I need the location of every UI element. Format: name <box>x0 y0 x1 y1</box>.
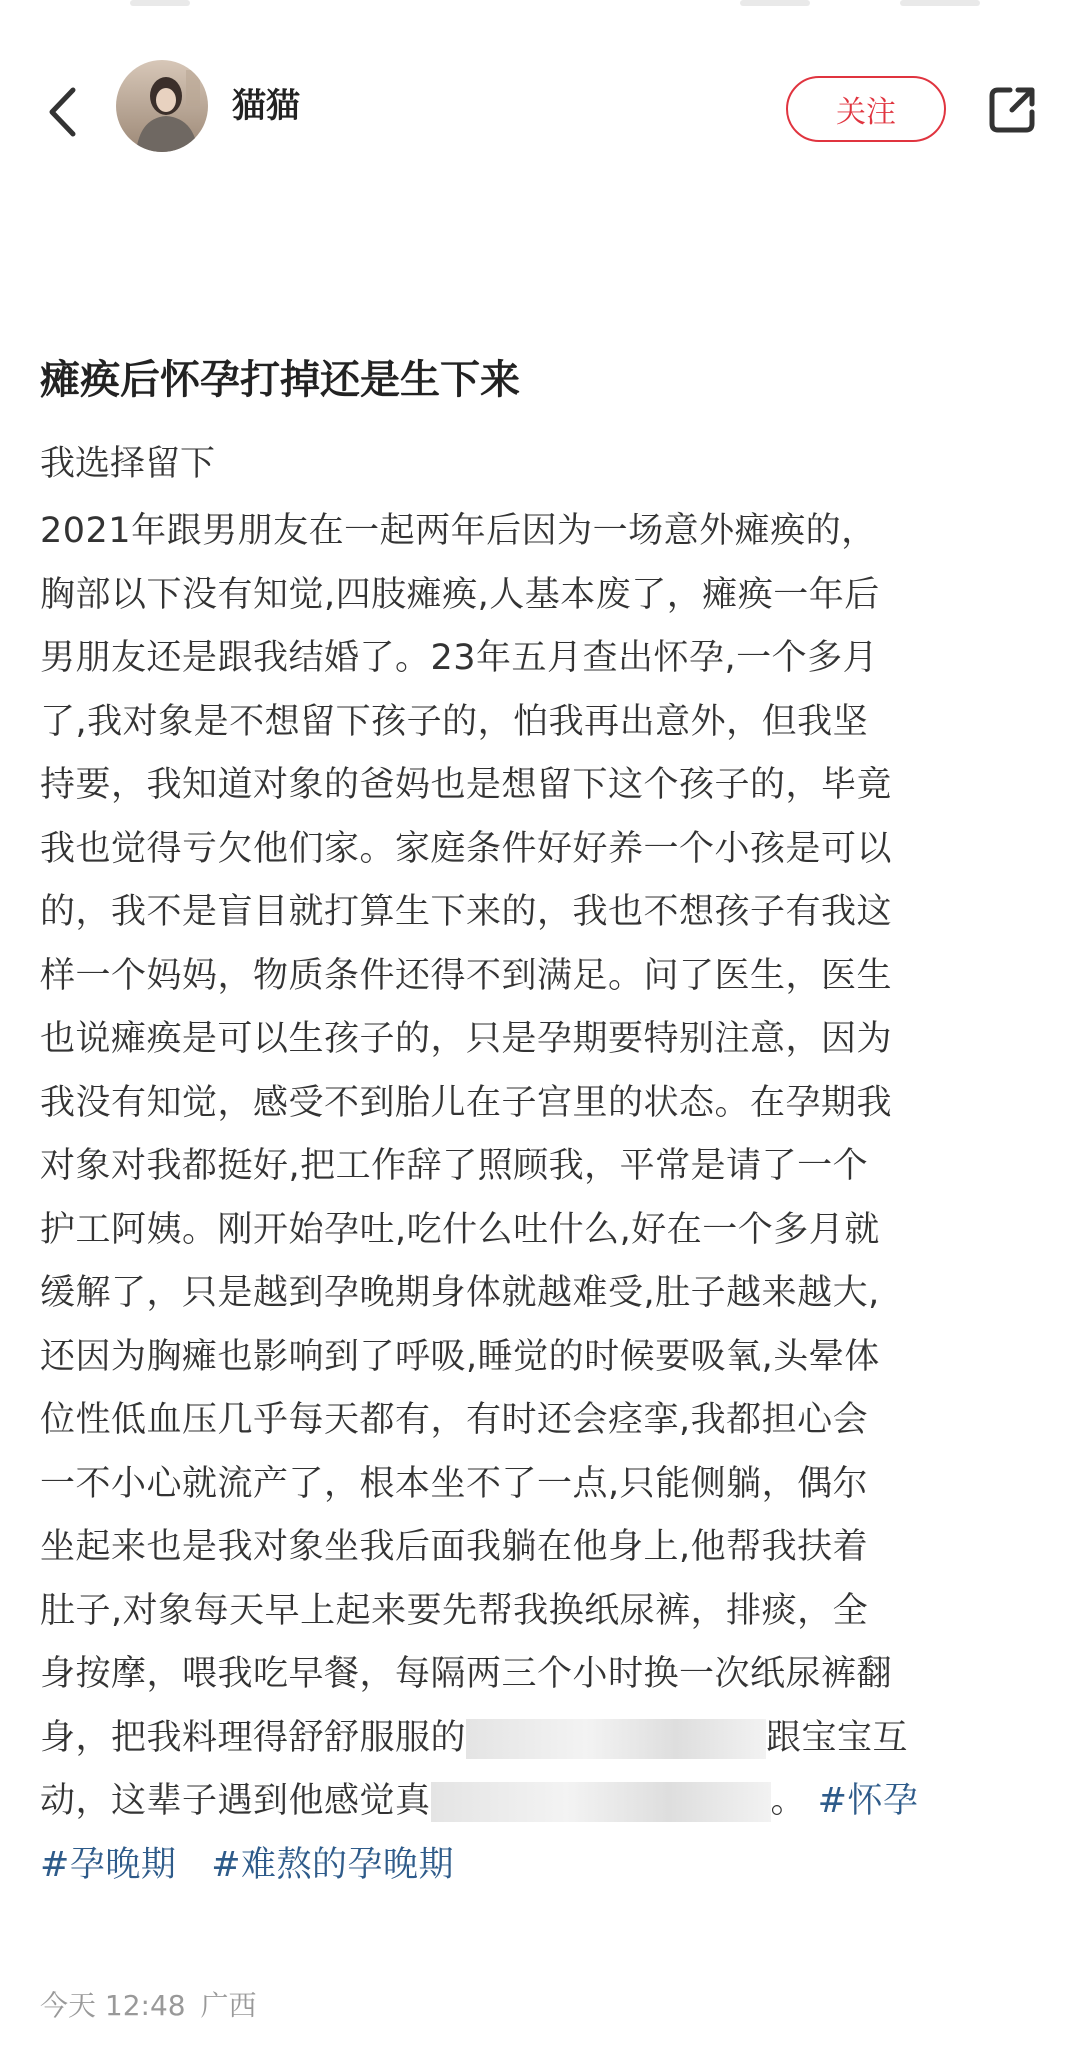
body-line-partial <box>40 1770 1040 1834</box>
body-line: 男朋友还是跟我结婚了。23年五月查出怀孕,一个多月 <box>40 638 879 678</box>
avatar[interactable] <box>116 60 208 152</box>
hashtag-link[interactable]: #孕晚期 <box>40 1844 177 1885</box>
body-line: 的，我不是盲目就打算生下来的，我也不想孩子有我这 <box>40 892 893 932</box>
body-line: 样一个妈妈，物质条件还得不到满足。问了医生，医生 <box>40 955 893 996</box>
post-subtitle: 我选择留下 <box>40 444 216 484</box>
share-icon <box>984 82 1040 138</box>
author-name[interactable]: 猫猫 <box>232 86 300 126</box>
redacted-region <box>431 1782 771 1822</box>
post-body <box>40 500 1040 1897</box>
body-line: 护工阿姨。刚开始孕吐,吃什么吐什么,好在一个多月就 <box>40 1209 880 1250</box>
body-line-end: 。 <box>770 1781 807 1821</box>
body-line: 缓解了，只是越到孕晚期身体就越难受,肚子越来越大, <box>40 1273 880 1313</box>
chevron-left-icon <box>47 86 77 138</box>
body-line: 持要，我知道对象的爸妈也是想留下这个孩子的，毕竟 <box>40 765 893 805</box>
body-line: 位性低血压几乎每天都有，有时还会痉挛,我都担心会 <box>40 1400 869 1440</box>
body-line: 对象对我都挺好,把工作辞了照顾我，平常是请了一个 <box>40 1146 869 1186</box>
follow-button[interactable]: 关注 <box>786 76 946 142</box>
body-line: 身按摩，喂我吃早餐，每隔两三个小时换一次纸尿裤翻 <box>40 1654 893 1694</box>
body-line-end: 跟宝宝互 <box>766 1717 909 1758</box>
post-time: 今天 12:48 <box>40 1989 186 2022</box>
redacted-region <box>466 1719 766 1759</box>
hashtag-link[interactable]: #难熬的孕晚期 <box>211 1844 455 1885</box>
post-location: 广西 <box>200 1989 257 2022</box>
body-line: 也说瘫痪是可以生孩子的，只是孕期要特别注意，因为 <box>40 1019 893 1059</box>
body-line-start: 动，这辈子遇到他感觉真 <box>40 1781 431 1821</box>
post-meta <box>40 1986 263 2026</box>
post-header <box>0 60 1079 164</box>
body-line: 了,我对象是不想留下孩子的，怕我再出意外，但我坚 <box>40 701 869 742</box>
body-line-start: 身，把我料理得舒舒服服的 <box>40 1717 467 1758</box>
share-button[interactable] <box>984 82 1040 138</box>
body-line: 肚子,对象每天早上起来要先帮我换纸尿裤，排痰，全 <box>40 1590 869 1631</box>
status-bar <box>0 0 1079 14</box>
hashtag-link[interactable]: #怀孕 <box>817 1781 919 1821</box>
body-line: 我没有知觉，感受不到胎儿在子宫里的状态。在孕期我 <box>40 1082 893 1123</box>
body-line: 一不小心就流产了，根本坐不了一点,只能侧躺，偶尔 <box>40 1463 869 1504</box>
hashtag-row <box>40 1834 1040 1898</box>
back-button[interactable] <box>40 82 84 142</box>
body-line: 我也觉得亏欠他们家。家庭条件好好养一个小孩是可以 <box>40 828 893 869</box>
body-line-partial <box>40 1707 1040 1771</box>
body-line: 还因为胸瘫也影响到了呼吸,睡觉的时候要吸氧,头晕体 <box>40 1336 880 1377</box>
post-title: 瘫痪后怀孕打掉还是生下来 <box>40 357 520 403</box>
body-line: 2021年跟男朋友在一起两年后因为一场意外瘫痪的， <box>40 511 877 551</box>
body-line: 坐起来也是我对象坐我后面我躺在他身上,他帮我扶着 <box>40 1527 869 1567</box>
body-line: 胸部以下没有知觉,四肢瘫痪,人基本废了，瘫痪一年后 <box>40 574 880 615</box>
